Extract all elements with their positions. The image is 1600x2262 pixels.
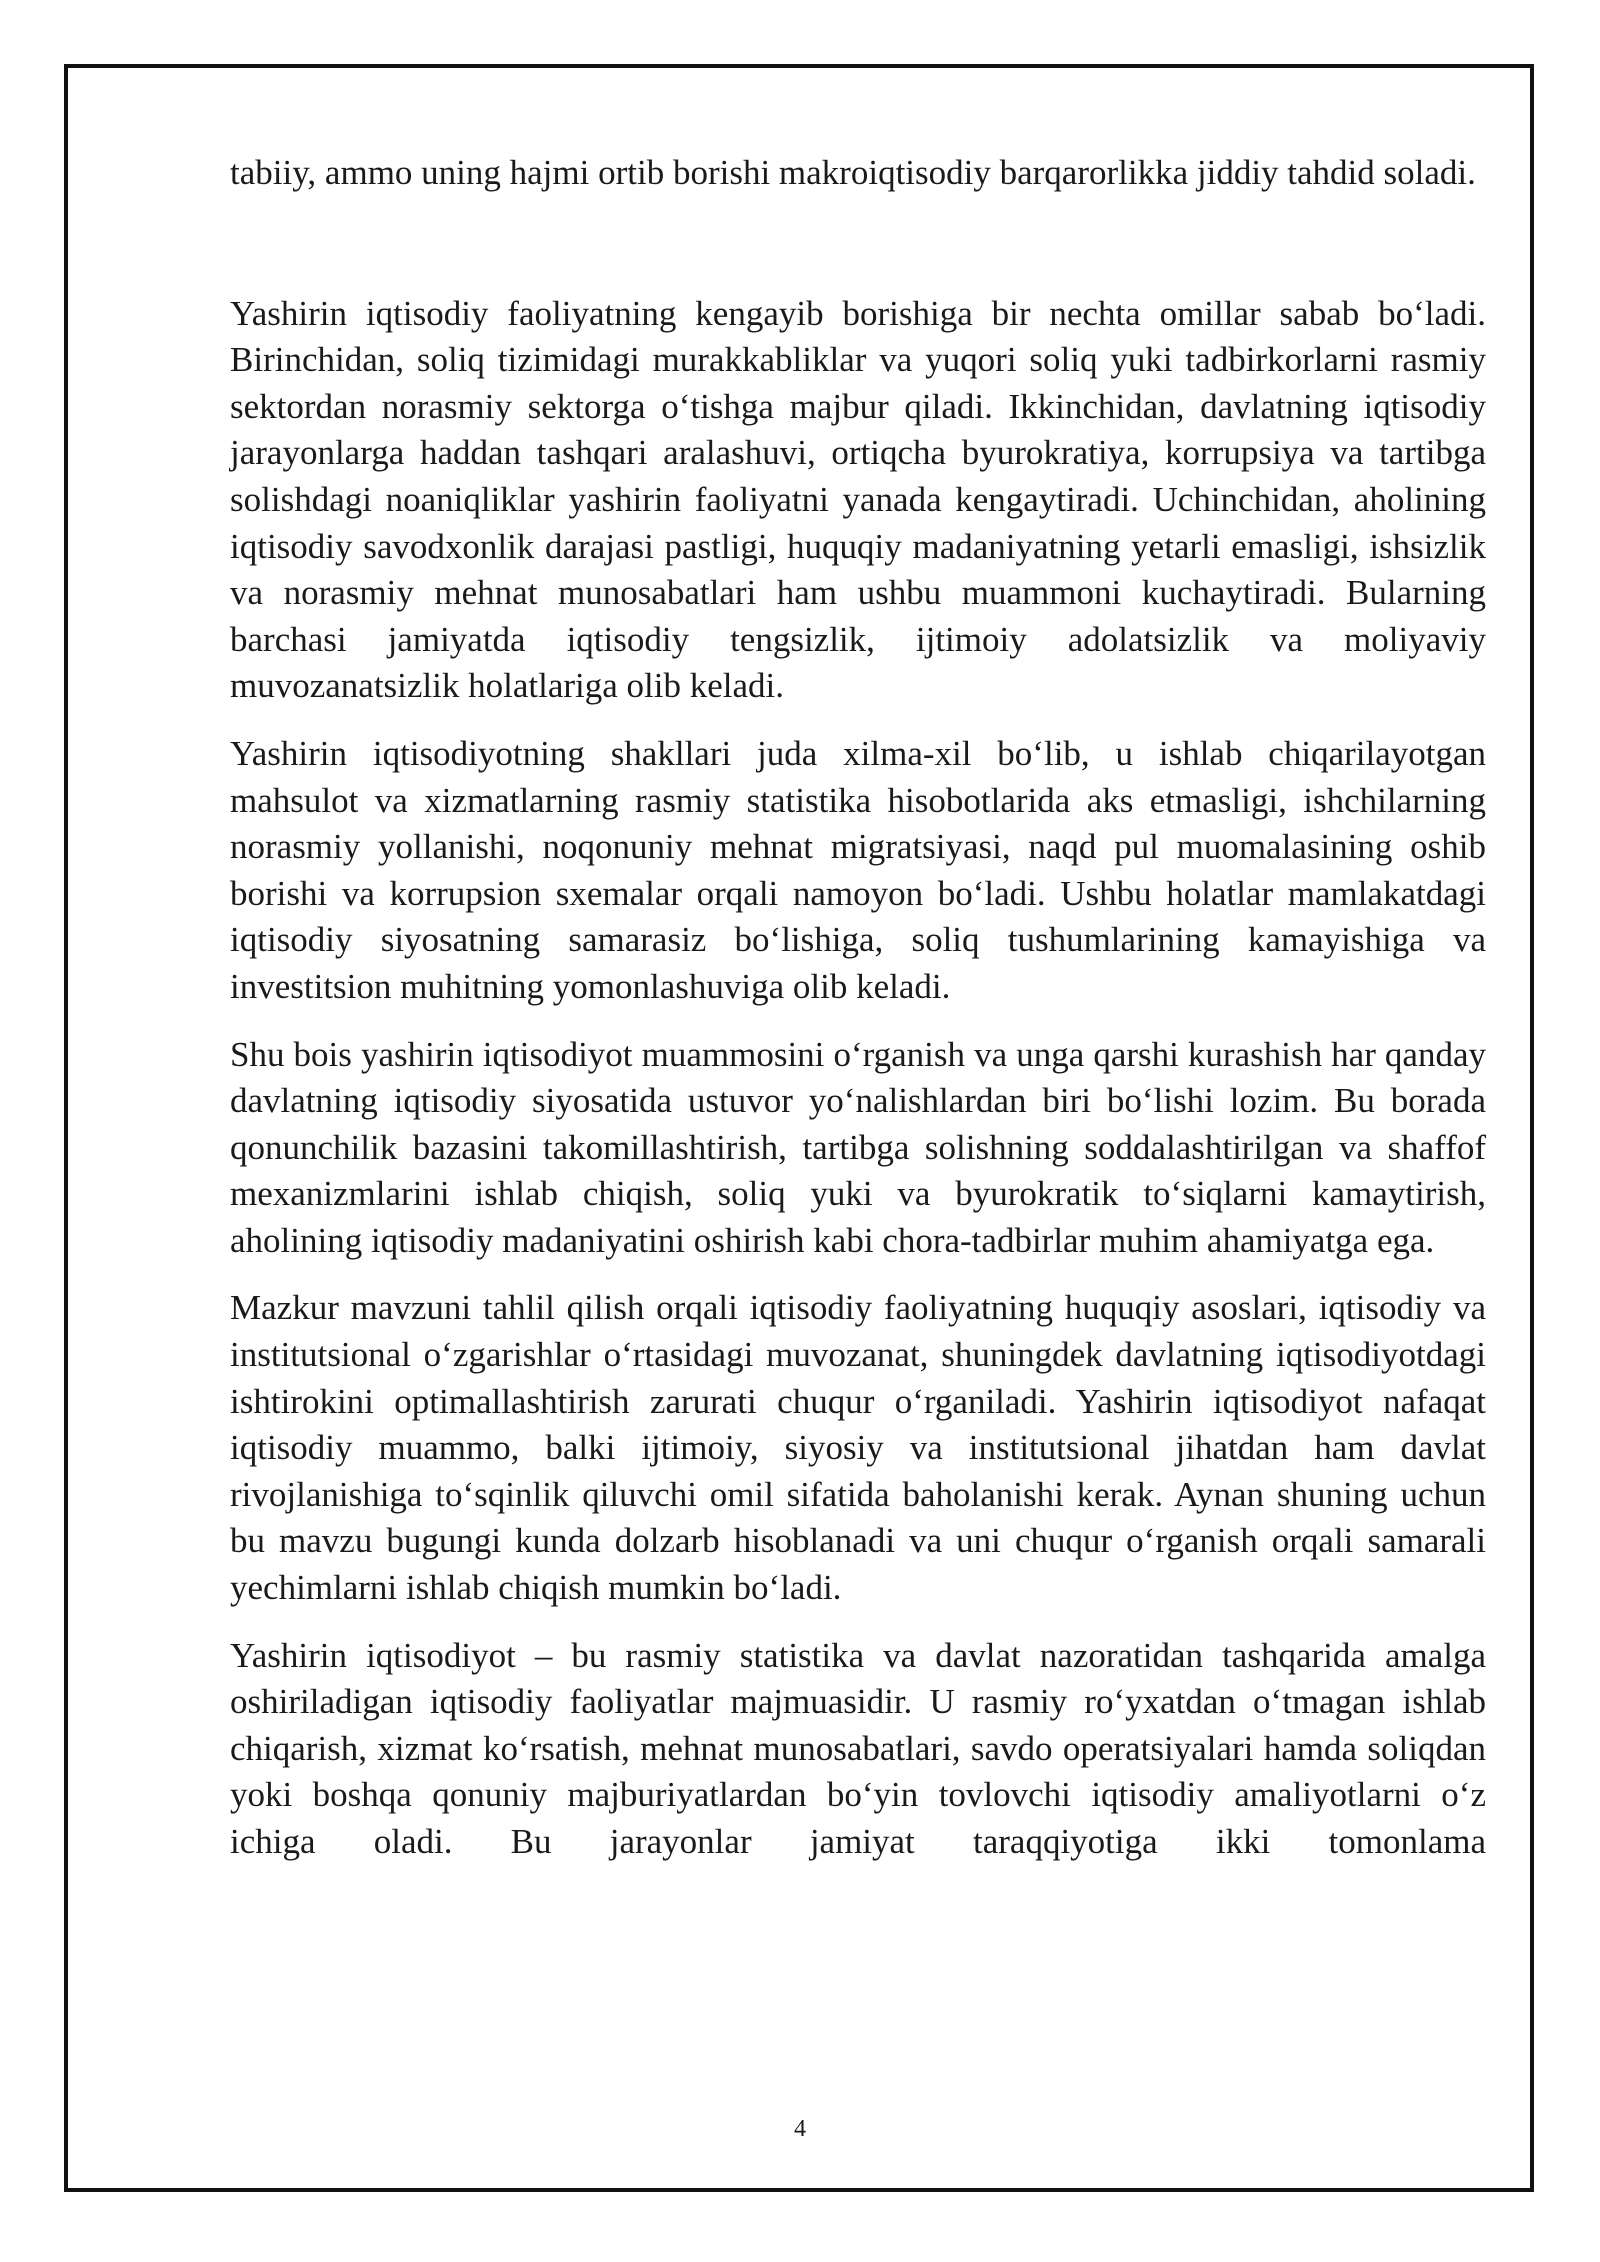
paragraph-policy: Shu bois yashirin iqtisodiyot muammosini o‘rganish va unga qarshi kurashish har qanday davlatning iqtisodiy siyosatida ustuvor yo‘nalishlardan biri bo‘lishi lozim. Bu borada qonunchilik bazasini takomillashtirish, tartibga solishning soddalashtirilgan va shaffof mexanizmlarini ishlab chiqish, soliq yuki va byurokratik to‘siqlarni kamaytirish, aholining iqtisodiy madaniyatini oshirish kabi chora-tadbirlar muhim ahamiyatga ega.: [230, 1034, 1486, 1260]
paragraph-continued: tabiiy, ammo uning hajmi ortib borishi makroiqtisodiy barqarorlikka jiddiy tahdid soladi.: [230, 153, 1476, 192]
paragraph-forms: Yashirin iqtisodiyotning shakllari juda xilma-xil bo‘lib, u ishlab chiqarilayotgan mahsulot va xizmatlarning rasmiy statistika hisobotlarida aks etmasligi, ishchilarning norasmiy yollanishi, noqonuniy mehnat migratsiyasi, naqd pul muomalasining oshib borishi va korrupsion sxemalar orqali namoyon bo‘ladi. Ushbu holatlar mamlakatdagi iqtisodiy siyosatning samarasiz bo‘lishiga, soliq tushumlarining kamayishiga va investitsion muhitning yomonlashuviga olib keladi.: [230, 733, 1486, 1006]
paragraph-factors: Yashirin iqtisodiy faoliyatning kengayib borishiga bir nechta omillar sabab bo‘ladi. Birinchidan, soliq tizimidagi murakkabliklar va yuqori soliq yuki tadbirkorlarni rasmiy sektordan norasmiy sektorga o‘tishga majbur qiladi. Ikkinchidan, davlatning iqtisodiy jarayonlarga haddan tashqari aralashuvi, ortiqcha byurokratiya, korrupsiya va tartibga solishdagi noaniqliklar yashirin faoliyatni yanada kengaytiradi. Uchinchidan, aholining iqtisodiy savodxonlik darajasi pastligi, huquqiy madaniyatning yetarli emasligi, ishsizlik va norasmiy mehnat munosabatlari ham ushbu muammoni kuchaytiradi. Bularning barchasi jamiyatda iqtisodiy tengsizlik, ijtimoiy adolatsizlik va moliyaviy muvozanatsizlik holatlariga olib keladi.: [230, 293, 1486, 706]
document-body: [230, 150, 1486, 1866]
paragraph-analysis: Mazkur mavzuni tahlil qilish orqali iqtisodiy faoliyatning huquqiy asoslari, iqtisodiy va institutsional o‘zgarishlar o‘rtasidagi muvozanat, shuningdek davlatning iqtisodiyotdagi ishtirokini optimallashtirish zarurati chuqur o‘rganiladi. Yashirin iqtisodiyot nafaqat iqtisodiy muammo, balki ijtimoiy, siyosiy va institutsional jihatdan ham davlat rivojlanishiga to‘sqinlik qiluvchi omil sifatida baholanishi kerak. Aynan shuning uchun bu mavzu bugungi kunda dolzarb hisoblanadi va uni chuqur o‘rganish orqali samarali yechimlarni ishlab chiqish mumkin bo‘ladi.: [230, 1288, 1486, 1608]
paragraph-definition: Yashirin iqtisodiyot – bu rasmiy statistika va davlat nazoratidan tashqarida amalga oshiriladigan iqtisodiy faoliyatlar majmuasidir. U rasmiy ro‘yxatdan o‘tmagan ishlab chiqarish, xizmat ko‘rsatish, mehnat munosabatlari, savdo operatsiyalari hamda soliqdan yoki boshqa qonuniy majburiyatlardan bo‘yin tovlovchi iqtisodiy amaliyotlarni o‘z ichiga oladi. Bu jarayonlar jamiyat taraqqiyotiga ikki tomonlama: [230, 1635, 1486, 1861]
page-number: 4: [794, 2116, 806, 2142]
